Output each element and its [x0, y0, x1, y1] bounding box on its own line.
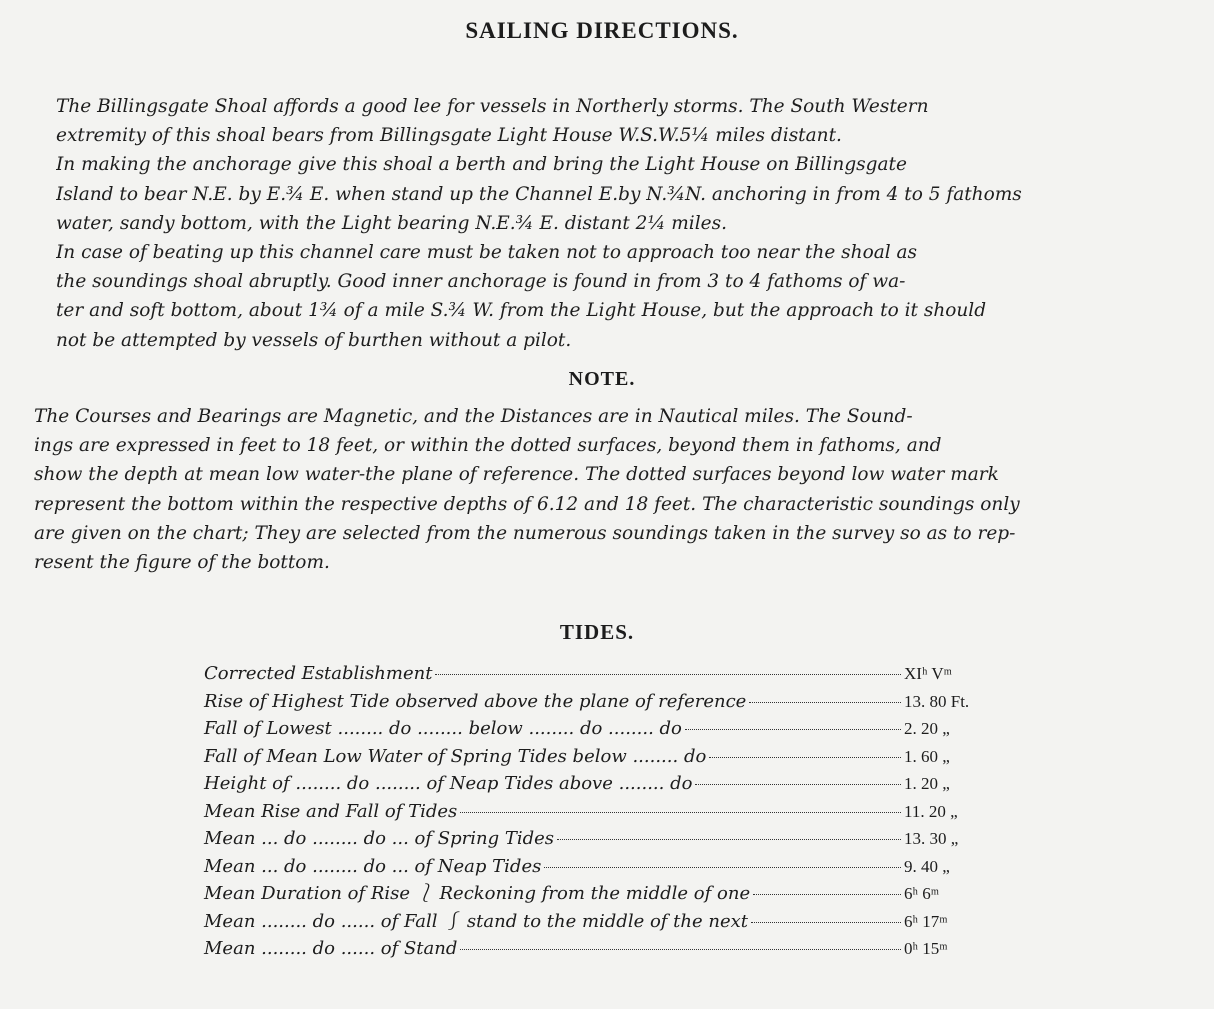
tides-row-label: Mean Rise and Fall of Tides: [204, 800, 458, 822]
sailing-directions-text: [56, 92, 1166, 355]
tides-row-value: 11. 20 „: [904, 801, 958, 821]
leader-dots: [709, 757, 901, 758]
tides-row-label: Corrected Establishment: [204, 663, 433, 684]
note-line: show the depth at mean low water-the plane of reference. The dotted surfaces beyond low water mark: [34, 464, 999, 486]
tides-row: [204, 935, 1004, 963]
tides-row: [204, 660, 1004, 688]
tides-row-value: 0ʰ 15ᵐ: [904, 939, 948, 958]
tides-row-value: 1. 60 „: [904, 746, 950, 766]
tides-row: [204, 908, 1004, 936]
note-title: NOTE.: [568, 368, 636, 390]
tides-table: [204, 660, 1004, 963]
leader-dots: [544, 867, 901, 868]
tides-row-value: 9. 40 „: [904, 856, 950, 876]
tides-row: [204, 688, 1004, 716]
sailing-line: the soundings shoal abruptly. Good inner anchorage is found in from 3 to 4 fathoms of wa-: [56, 271, 906, 293]
sailing-line: In making the anchorage give this shoal a berth and bring the Light House on Billingsgate: [56, 154, 907, 176]
tides-row: [204, 743, 1004, 771]
sailing-line: In case of beating up this channel care must be taken not to approach too near the shoal as: [56, 242, 918, 264]
tides-row-label: Mean ... do ........ do ... of Neap Tides: [204, 855, 542, 877]
leader-dots: [695, 784, 901, 785]
tides-row: [204, 853, 1004, 881]
sailing-line: Island to bear N.E. by E.¾ E. when stand up the Channel E.by N.¾N. anchoring in from 4 to 5 fathoms: [56, 183, 1022, 205]
sailing-line: The Billingsgate Shoal affords a good lee for vessels in Northerly storms. The South Western: [56, 96, 929, 117]
sailing-line: not be attempted by vessels of burthen without a pilot.: [56, 329, 572, 351]
leader-dots: [460, 812, 901, 813]
tides-row-label: Mean ........ do ...... of Fall ⎰ stand to the middle of the next: [204, 910, 749, 932]
tides-row-value: 6ʰ 17ᵐ: [904, 911, 948, 931]
note-line: ings are expressed in feet to 18 feet, or within the dotted surfaces, beyond them in fathoms, and: [34, 435, 942, 457]
leader-dots: [749, 702, 901, 703]
tides-row: [204, 770, 1004, 798]
tides-row: [204, 825, 1004, 853]
note-text: [34, 402, 1174, 577]
note-line: are given on the chart; They are selected from the numerous soundings taken in the survey so as to rep-: [34, 522, 1016, 544]
tides-row: [204, 880, 1004, 908]
tides-row-label: Rise of Highest Tide observed above the plane of reference: [204, 690, 747, 712]
tides-row-value: 2. 20 „: [904, 719, 950, 738]
tides-row-value: 13. 80 Ft.: [904, 691, 970, 711]
note-line: The Courses and Bearings are Magnetic, and the Distances are in Nautical miles. The Sound-: [34, 406, 913, 427]
tides-title: TIDES.: [559, 620, 635, 644]
tides-row-value: 6ʰ 6ᵐ: [904, 884, 940, 903]
sailing-line: ter and soft bottom, about 1¾ of a mile S.¾ W. from the Light House, but the approach to it should: [56, 300, 987, 322]
sailing-line: water, sandy bottom, with the Light bearing N.E.¾ E. distant 2¼ miles.: [56, 212, 727, 234]
tides-row-label: Mean Duration of Rise ⎱ Reckoning from the middle of one: [204, 883, 751, 904]
note-line: resent the figure of the bottom.: [34, 552, 330, 574]
leader-dots: [435, 674, 901, 675]
tides-row: [204, 715, 1004, 743]
leader-dots: [557, 839, 901, 840]
tides-row-label: Mean ........ do ...... of Stand: [204, 938, 458, 959]
tides-row-label: Mean ... do ........ do ... of Spring Tides: [204, 828, 555, 849]
tides-row-value: 1. 20 „: [904, 774, 950, 793]
tides-row-value: 13. 30 „: [904, 829, 959, 848]
sailing-line: extremity of this shoal bears from Billingsgate Light House W.S.W.5¼ miles distant.: [56, 125, 842, 147]
tides-row-label: Fall of Mean Low Water of Spring Tides below ........ do: [204, 745, 707, 767]
leader-dots: [460, 949, 901, 950]
tides-row: [204, 798, 1004, 826]
leader-dots: [751, 922, 901, 923]
leader-dots: [685, 729, 901, 730]
tides-row-value: XIʰ Vᵐ: [904, 664, 952, 683]
tides-row-label: Fall of Lowest ........ do ........ below ........ do ........ do: [204, 718, 682, 739]
sailing-directions-title: SAILING DIRECTIONS.: [465, 18, 739, 43]
note-line: represent the bottom within the respective depths of 6.12 and 18 feet. The characteristic soundings only: [34, 493, 1020, 515]
tides-row-label: Height of ........ do ........ of Neap Tides above ........ do: [204, 773, 693, 794]
leader-dots: [753, 894, 901, 895]
